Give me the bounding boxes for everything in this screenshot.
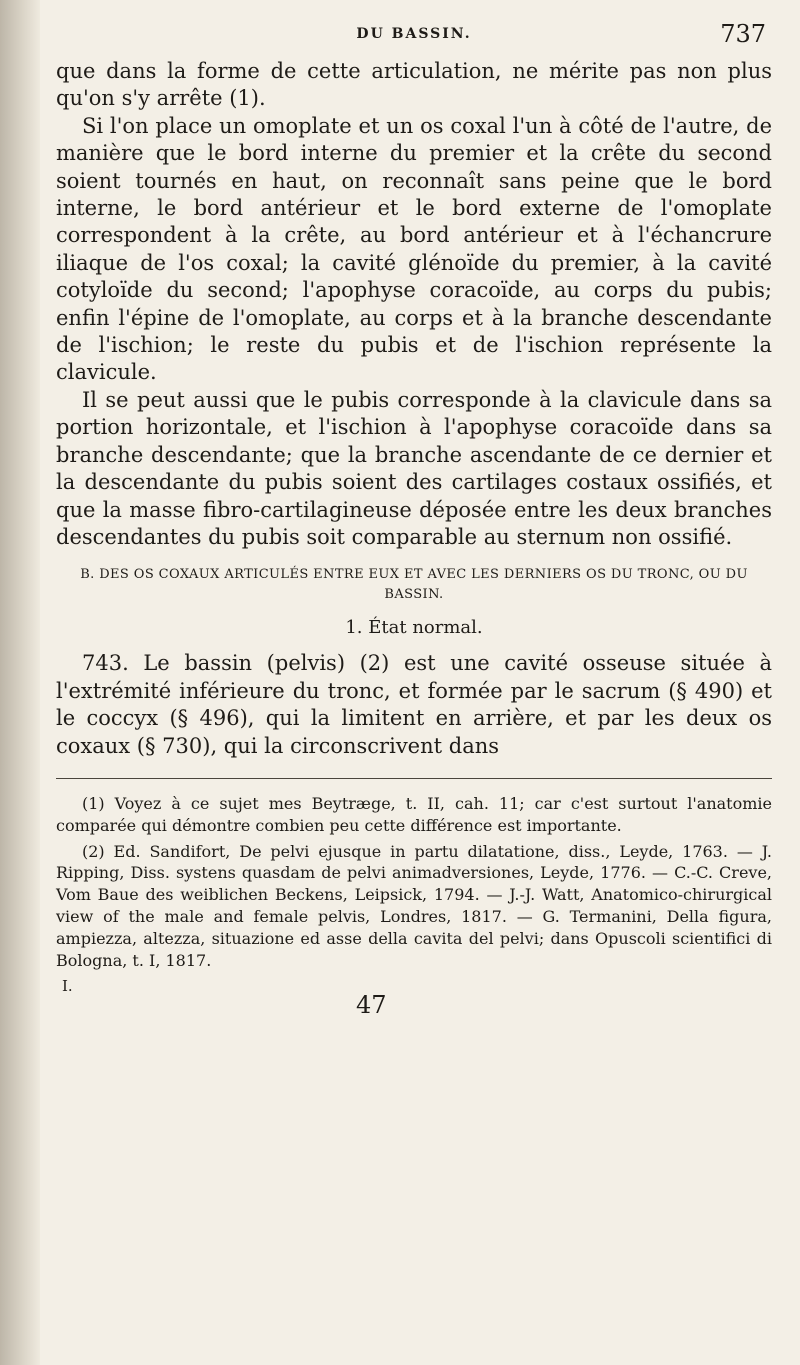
paragraph-continuation: que dans la forme de cette articulation, ne mérite pas non plus qu'on s'y arrête (1). bbox=[56, 59, 772, 111]
running-head: DU BASSIN. bbox=[356, 26, 472, 42]
gathering-number: 47 bbox=[356, 991, 387, 1020]
paragraph-omoplate-comparison: Si l'on place un omoplate et un os coxal l'un à côté de l'autre, de manière que le bord interne du premier et la crête du second soient tournés en haut, on reconnaît sans peine que le bord interne, le bord antérieur et le bord externe de l'omoplate correspondent à la crête, au bord antérieur et à l'échancrure iliaque de l'os coxal; la cavité glénoïde du premier, à la cavité cotyloïde du second; l'apophyse coracoïde, au corps du pubis; enfin l'épine de l'omoplate, au corps et à la branche descendante de l'ischion; le reste du pubis et de l'ischion représente la clavicule. bbox=[56, 113, 772, 385]
sheet-mark: I. bbox=[62, 977, 73, 996]
footnote-2: (2) Ed. Sandifort, De pelvi ejusque in partu dilatatione, diss., Leyde, 1763. — J. Ripping, Diss. systens quasdam de pelvi animadversiones, Leyde, 1776. — C.-C. Creve, Vom Baue des weiblichen Beckens, Leipsick, 1794. — J.-J. Watt, Anatomico-chirurgical view of the male and female pelvis, Londres, 1817. — G. Termanini, Della figura, ampiezza, altezza, situazione ed asse della cavita del pelvi; dans Opuscoli scientifici di Bologna, t. I, 1817. bbox=[56, 841, 772, 970]
section-heading: B. DES OS COXAUX ARTICULÉS ENTRE EUX ET AVEC LES DERNIERS OS DU TRONC, OU DU BASSIN. bbox=[80, 567, 748, 603]
subsection-heading: 1. État normal. bbox=[345, 617, 483, 639]
page-header bbox=[56, 18, 772, 58]
footnote-divider bbox=[56, 778, 772, 779]
book-page bbox=[56, 18, 772, 1020]
paragraph-pubis-clavicle: Il se peut aussi que le pubis corresponde à la clavicule dans sa portion horizontale, et l'ischion à l'apophyse coracoïde dans sa branche descendante; que la branche ascendante de ce dernier et la descendante du pubis soient des cartilages costaux ossifiés, et que la masse fibro-cartilagineuse déposée entre les deux branches descendantes du pubis soit comparable au sternum non ossifié. bbox=[56, 387, 772, 549]
paragraph-743-bassin: 743. Le bassin (pelvis) (2) est une cavité osseuse située à l'extrémité inférieure du tronc, et formée par le sacrum (§ 490) et le coccyx (§ 496), qui la limitent en arrière, et par les deux os coxaux (§ 730), qui la circonscrivent dans bbox=[56, 651, 772, 758]
printer-signature bbox=[56, 977, 772, 1020]
footnote-1: (1) Voyez à ce sujet mes Beytræge, t. II, cah. 11; car c'est surtout l'anatomie comparée qui démontre combien peu cette différence est importante. bbox=[56, 793, 772, 835]
page-number: 737 bbox=[720, 20, 766, 48]
book-gutter-shadow bbox=[0, 0, 40, 1365]
